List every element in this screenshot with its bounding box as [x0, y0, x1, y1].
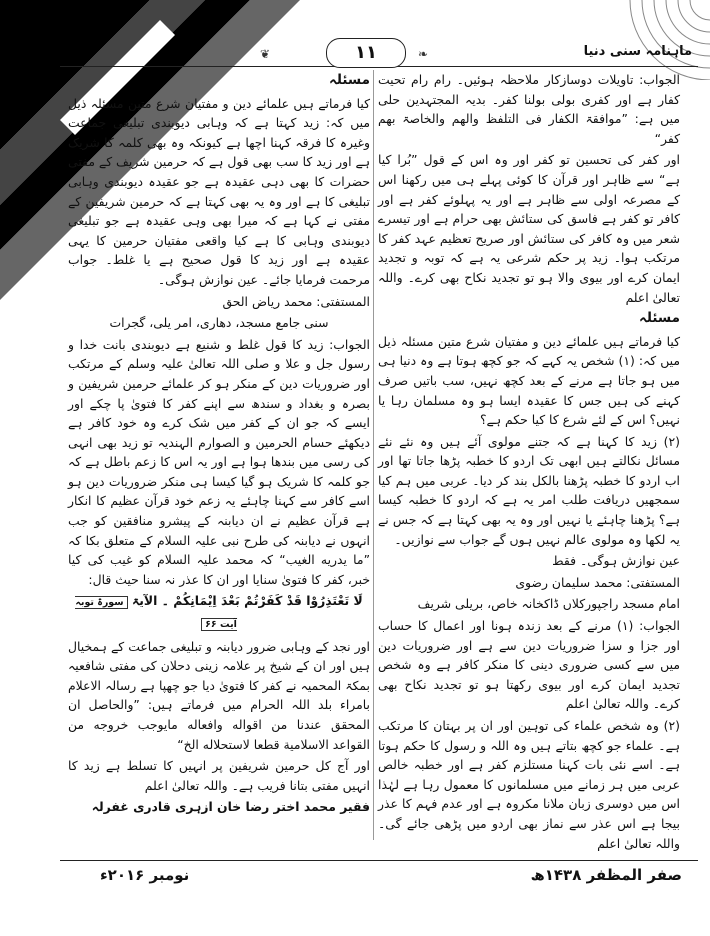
section-heading: مسئلہ — [638, 310, 680, 327]
page-header — [60, 36, 698, 74]
questioner-name: المستفتی: محمد سلیمان رضوی — [515, 574, 680, 590]
right-column — [378, 70, 681, 851]
verse-reference: سورۃ توبہ آیت ۶۶ — [75, 597, 237, 631]
answer-paragraph: اور کفر کی تحسین تو کفر اور وہ اس کے قول ”بُرا کیا ہے“ سے ظاہر اور قرآن کا کوئی پہلے ہی میں رکھنا اس کے مصرعہ اولی سے ظاہر ہے اور یہ پہلوئے کفر ہے اور کافر تو کفر ہے فاسق کی ستائش بھی حرام ہے اور تیسرے شعر میں وہ کافر کی ستائش اور صریح تعظیم عہد کفر کا مرتکب ہوا۔ زید پر حکم شرعی یہ ہے کہ توبہ و تجدید ایمان کرے اور بیوی والا ہو تو تجدید نکاح بھی کرے۔ واللہ تعالیٰ اعلم — [378, 152, 680, 305]
questioner-address: امام مسجد راجپورکلاں ڈاکخانہ خاص، بریلی شریف — [417, 596, 680, 612]
author-signature: فقیر محمد اختر رضا خان ازہری قادری غفرلہ — [91, 799, 370, 815]
left-column — [68, 70, 370, 840]
footer-rule — [60, 860, 698, 861]
closing-text: عین نوازش ہوگی۔ فقط — [552, 553, 680, 569]
answer-paragraph: الجواب: تاویلات دوسازکار ملاحظہ ہوئیں۔ رام رام تحیت کفار ہے اور کفری بولی بولنا کفر۔ بدیہ المجتہدین حلی میں ہے: ”موافقۃ الکفار فی التلفظ والھم والخاصۃ بھم کفر“ — [378, 72, 680, 146]
magazine-title: ماہنامہ سنی دنیا — [583, 44, 692, 59]
quran-verse — [68, 591, 370, 634]
footer-date-english: نومبر ۲۰۱۶ء — [100, 866, 190, 884]
answer-paragraph: اور نجد کے وہابی ضرور دیابنہ و تبلیغی جماعت کے ہمخیال ہیں اور ان کے شیخ پر علامہ زینی دحلان کی مفتی شافعیہ بمکۃ المحمیہ نے کفر کا فتویٰ دیا جو چھپا ہے رسالہ الاعلام بامراء بلد اللہ الحرام میں فرماتے ہیں: ”والحاصل ان المحقق عندنا من اقواله وافعاله مایوجب خروجه من القواعد الاسلامیة قطعا لاستحلاله الخ“ — [68, 638, 370, 752]
answer-paragraph: اور آج کل حرمین شریفین پر انہیں کا تسلط ہے زید کا انہیں مفتی بتانا فریب ہے۔ واللہ تعالیٰ اعلم — [68, 758, 370, 793]
page-footer — [60, 862, 698, 892]
questioner-address: سنی جامع مسجد، دھاری، امر یلی، گجرات — [109, 315, 329, 331]
answer-paragraph: (۲) وہ شخص علماء کی توہین اور ان پر بہتان کا مرتکب ہے۔ علماء جو کچھ بتاتے ہیں وہ اللہ و رسول کا حکم ہوتا ہے۔ اسے نئی بات کہنا مستلزم کفر ہے اور خطبہ خالص عربی میں ہر زمانے میں مسلمانوں کا معمول رہا ہے لہٰذا اس میں دوسری زبان ملانا مکروہ ہے اور عدم فہم کا عذر بیجا ہے اس عذر سے نماز بھی اردو میں پڑھی جائے گی۔ واللہ تعالیٰ اعلم — [378, 718, 680, 851]
page-number: ۱۱ — [326, 38, 406, 68]
question-paragraph: کیا فرماتے ہیں علمائے دین و مفتیان شرع متین مسئلہ ذیل میں کہ: زید کہتا ہے کہ وہابی دیوبندی تبلیغی جماعت وغیرہ کا فرقہ کہنا اچھا ہے کیونکہ وہ بھی کلمہ کا شریک ہے اور زید کا سب بھی قول ہے کہ حرمین شریف کے مفتی حضرات کا بھی دہی عقیدہ ہے جو عقیدہ دیوبندی وہابی تبلیغی کا ہے اور وہ یہ بھی کہتا ہے کہ حرمین شریفین کے مفتی نے کہا ہے کہ میرا بھی وہی عقیدہ ہے جو تبلیغی دیوبندی وہابی کا ہے کیا واقعی مفتیان حرمین کا یہی عقیدہ ہے اور زید کا قول صحیح ہے یا غلط۔ جواب مرحمت فرمایا جائے۔ عین نوازش ہوگی۔ — [68, 95, 370, 287]
ornament-right: ❧ — [418, 47, 429, 61]
verse-text: لَا تَعْتَذِرُوْا قَدْ كَفَرْتُمْ بَعْدَ اِيْمَانِكُمْ ۔ الآیۃ — [131, 593, 363, 609]
column-divider — [373, 70, 374, 840]
question-paragraph: (۲) زید کا کہنا ہے کہ جتنے مولوی آئے ہیں وہ نئے نئے مسائل نکالتے ہیں ابھی تک اردو کا خطبہ پڑھا جاتا تھا اور اب اردو کا خطبہ پڑھنا بالکل بند کر دیا۔ عربی میں ہم کیا سمجھیں دریافت طلب امر یہ ہے کہ اردو کا خطبہ کیسا ہے؟ پڑھنا چاہئے یا نہیں اور وہ یہ بھی کہتا ہے کہ جس نے یہ لکھا وہ مولوی عالم نہیں ہوں گے جواب سے نوازیں۔ — [378, 433, 680, 547]
footer-date-hijri: صفر المظفر ۱۴۳۸ھ — [530, 866, 682, 884]
answer-paragraph: الجواب: (۱) مرنے کے بعد زندہ ہونا اور اعمال کا حساب اور جزا و سزا ضروریات دین سے ہے اور ضروریات دین میں سے کسی ضروری دینی کا منکر کافر ہے وہ شخص تجدید ایمان کرے اور بیوی رکھتا ہو تو تجدید نکاح بھی کرے۔ واللہ تعالیٰ اعلم — [378, 618, 681, 712]
questioner-name: المستفتی: محمد ریاض الحق — [222, 293, 370, 309]
section-heading: مسئلہ — [328, 72, 370, 88]
question-paragraph: کیا فرماتے ہیں علمائے دین و مفتیان شرع متین مسئلہ ذیل میں کہ: (۱) شخص یہ کہے کہ جو کچھ ہوتا ہے وہ دنیا ہی میں ہو جاتا ہے مرنے کے بعد کچھ نہیں، سب باتیں صرف کہنے کی ہیں جس کا عقیدہ ایسا ہو وہ مسلمان رہا یا نہیں؟ اس کے لئے شرع کا کیا حکم ہے؟ — [378, 333, 681, 428]
ornament-left: ❦ — [260, 47, 271, 61]
answer-paragraph: الجواب: زید کا قول غلط و شنیع ہے دیوبندی بانت خدا و رسول جل و علا و صلی اللہ تعالیٰ علیہ وسلم کے مرتکب اور ضروریات دین کے منکر ہو کر علمائے حرمین شریفین و بصرہ و بغداد و سندھ سے اپنے کفر کا فتویٰ پا چکے اور ایسے کہ جو ان کے کفر میں شک کرے وہ خود کافر ہے دیکھئے حسام الحرمین و الصوارم الہندیہ تو زید بھی انہی کی رسی میں بندھا ہوا ہے اور یہ اس کا زعم باطل ہے کہ جو کلمہ کا شریک ہو گیا کیسا ہی منکر ضروریات دین ہو اسے کافر سے کہنا چاہئے یہ زعم خود قرآن عظیم کا انکار ہے قرآن عظیم نے ان دیابنہ کے پیشرو منافقین کو جب انہوں نے دیابنہ کی طرح نبی علیہ السلام کے متعلق بکا کہ ”ما یدریه الغیب“ کہ محمد علیہ السلام کو غیب کی کیا خبر، کفر کا فتویٰ سنایا اور ان کا عذر نہ سنا حیث قال: — [68, 336, 370, 587]
